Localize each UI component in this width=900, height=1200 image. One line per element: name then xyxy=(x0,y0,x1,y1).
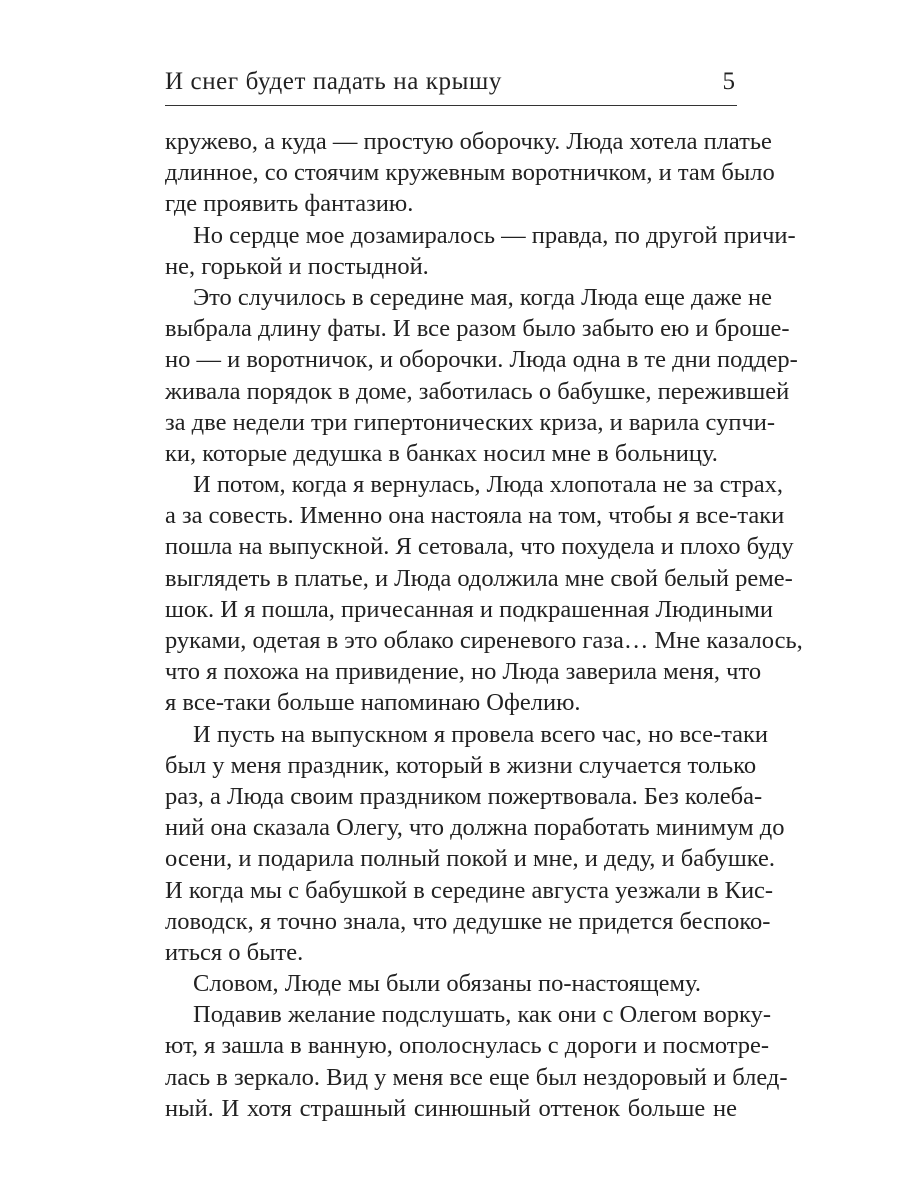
text-line: живала порядок в доме, заботилась о бабушке, пережившей xyxy=(165,377,790,405)
text-line: Подавив желание подслушать, как они с Олегом ворку- xyxy=(193,1001,771,1029)
text-line: что я похожа на привидение, но Люда заверила меня, что xyxy=(165,658,762,686)
text-line: ловодск, я точно знала, что дедушке не придется беспоко- xyxy=(165,907,771,935)
text-line: ный. И хотя страшный синюшный оттенок больше не xyxy=(165,1094,737,1122)
body-text xyxy=(165,126,803,1124)
text-line: кружево, а куда — простую оборочку. Люда хотела платье xyxy=(165,128,772,155)
text-line: Это случилось в середине мая, когда Люда еще даже не xyxy=(193,283,772,311)
text-line: Но сердце мое дозамиралось — правда, по другой причи- xyxy=(193,221,796,249)
text-line: шок. И я пошла, причесанная и подкрашенная Людиными xyxy=(165,595,773,623)
text-line: я все-таки больше напоминаю Офелию. xyxy=(165,689,581,717)
text-line: И потом, когда я вернулась, Люда хлопотала не за страх, xyxy=(193,471,783,499)
text-line: иться о быте. xyxy=(165,938,304,966)
header-rule xyxy=(165,105,737,106)
text-line: выглядеть в платье, и Люда одолжила мне свой белый реме- xyxy=(165,564,793,592)
page-number: 5 xyxy=(722,68,735,95)
text-line: ний она сказала Олегу, что должна поработать минимум до xyxy=(165,814,785,842)
text-line: ют, я зашла в ванную, ополоснулась с дороги и посмотре- xyxy=(165,1032,770,1060)
text-line: руками, одетая в это облако сиреневого газа… Мне казалось, xyxy=(165,627,803,654)
text-line: не, горькой и постыдной. xyxy=(165,252,429,280)
text-line: пошла на выпускной. Я сетовала, что похудела и плохо буду xyxy=(165,533,794,561)
text-line: Словом, Люде мы были обязаны по-настоящему. xyxy=(193,970,701,998)
text-line: за две недели три гипертонических криза, и варила супчи- xyxy=(165,408,776,436)
text-line: выбрала длину фаты. И все разом было забыто ею и броше- xyxy=(165,315,790,343)
text-line: длинное, со стоячим кружевным воротничком, и там было xyxy=(165,159,775,187)
text-line: но — и воротничок, и оборочки. Люда одна в те дни поддер- xyxy=(165,346,798,374)
text-line: И пусть на выпускном я провела всего час, но все-таки xyxy=(193,720,769,748)
text-line: был у меня праздник, который в жизни случается только xyxy=(165,751,757,779)
text-line: раз, а Люда своим праздником пожертвовала. Без колеба- xyxy=(165,782,763,810)
text-line: осени, и подарила полный покой и мне, и деду, и бабушке. xyxy=(165,845,776,873)
running-title: И снег будет падать на крышу xyxy=(165,68,503,95)
text-line: а за совесть. Именно она настояла на том, чтобы я все-таки xyxy=(165,502,785,530)
text-line: лась в зеркало. Вид у меня все еще был нездоровый и блед- xyxy=(165,1063,788,1091)
text-line: где проявить фантазию. xyxy=(165,190,414,218)
text-line: И когда мы с бабушкой в середине августа уезжали в Кис- xyxy=(165,876,774,904)
page-header xyxy=(165,62,737,106)
text-line: ки, которые дедушка в банках носил мне в больницу. xyxy=(165,439,718,467)
